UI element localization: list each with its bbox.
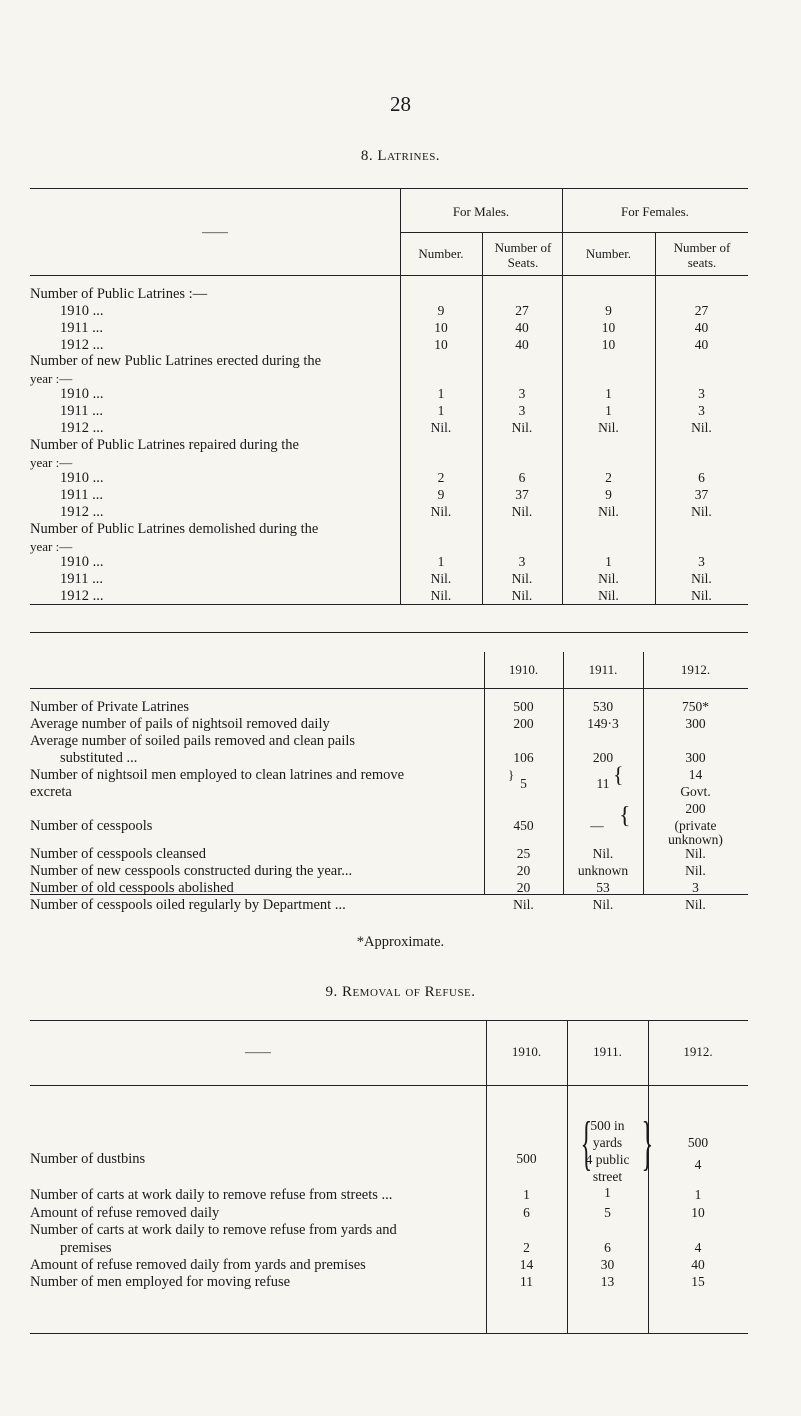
cell: Nil. xyxy=(511,588,533,603)
cell: Nil. xyxy=(691,571,712,586)
year-header: 1912. xyxy=(683,1044,713,1059)
row-year: 1910 ... xyxy=(60,386,104,402)
cell: Nil. xyxy=(592,897,614,912)
row-label-cont: premises xyxy=(60,1240,112,1256)
footnote: *Approximate. xyxy=(356,934,445,950)
row-label: Number of cesspools xyxy=(30,818,153,834)
group-heading-cont: year :— xyxy=(30,539,73,554)
row-label: Average number of soiled pails removed and clean pails xyxy=(30,733,356,749)
cell: 1 xyxy=(437,403,445,418)
row-year: 1910 ... xyxy=(60,554,104,570)
cell: 3 xyxy=(698,554,705,569)
cell: (private xyxy=(674,818,717,833)
cell: 149·3 xyxy=(587,716,619,731)
refuse-title: 9. Removal of Refuse. xyxy=(325,984,476,1000)
cell: 10 xyxy=(691,1205,705,1220)
cell: Nil. xyxy=(685,863,706,878)
cell: unknown xyxy=(577,863,629,878)
rule xyxy=(30,275,748,276)
row-label-cont: substituted ... xyxy=(60,750,138,766)
row-year: 1912 ... xyxy=(60,504,104,520)
cell: 500 xyxy=(513,699,534,714)
cell: 1 xyxy=(694,1187,702,1202)
row-year: 1911 ... xyxy=(60,403,103,419)
cell: Nil. xyxy=(598,420,619,435)
cell: 300 xyxy=(685,750,706,765)
cell: 1 xyxy=(604,1185,611,1200)
cell: 750* xyxy=(682,699,709,714)
cell: Nil. xyxy=(598,504,619,519)
cell: 27 xyxy=(515,303,529,318)
cell: 4 xyxy=(694,1157,702,1172)
stub-dash: —— xyxy=(245,1044,271,1059)
rule xyxy=(400,232,748,233)
cell: 40 xyxy=(691,1257,705,1272)
cell: street xyxy=(592,1169,623,1184)
cell: 200 xyxy=(513,716,534,731)
row-year: 1912 ... xyxy=(60,588,104,604)
cell: 10 xyxy=(434,320,448,335)
cell: 27 xyxy=(694,303,709,318)
row-year: 1910 ... xyxy=(60,303,104,319)
cell: 4 public xyxy=(585,1152,630,1167)
cell: 3 xyxy=(518,554,526,569)
group-heading-cont: year :— xyxy=(30,455,73,470)
cell: unknown) xyxy=(668,832,723,847)
cell: 2 xyxy=(605,470,612,485)
cell: Nil. xyxy=(691,588,712,603)
cell: Nil. xyxy=(598,588,619,603)
page-number: 28 xyxy=(390,92,411,116)
cell: 5 xyxy=(520,776,527,791)
rule xyxy=(30,1333,748,1334)
row-label: Number of Private Latrines xyxy=(30,699,190,715)
cell: 10 xyxy=(601,337,616,352)
cell: 13 xyxy=(600,1274,615,1289)
cell: 2 xyxy=(523,1240,530,1255)
cell: Nil. xyxy=(511,571,533,586)
cell: 450 xyxy=(513,818,534,833)
cell: 9 xyxy=(437,303,445,318)
cell: 200 xyxy=(685,801,706,816)
col-header: Number. xyxy=(418,246,464,261)
cell: 30 xyxy=(600,1257,615,1272)
cell: 200 xyxy=(592,750,614,765)
cell: 40 xyxy=(515,320,529,335)
brace-glyph: } xyxy=(641,1110,654,1176)
cell: yards xyxy=(592,1135,623,1150)
col-header: Number of seats. xyxy=(673,240,731,270)
group-heading: Number of Public Latrines demolished during the xyxy=(30,521,319,537)
row-year: 1912 ... xyxy=(60,420,104,436)
cell: 1 xyxy=(437,386,445,401)
cell: 14 xyxy=(519,1257,534,1272)
row-label: Amount of refuse removed daily from yards and premises xyxy=(30,1257,366,1273)
brace-glyph: { xyxy=(580,1110,593,1176)
cell: 9 xyxy=(437,487,445,502)
group-header-females: For Females. xyxy=(621,204,689,219)
cell: Nil. xyxy=(430,571,452,586)
row-label: Number of nightsoil men employed to clean latrines and remove xyxy=(30,767,405,783)
cell: 1 xyxy=(437,554,445,569)
row-label: Number of new cesspools constructed during the year... xyxy=(30,863,353,879)
row-label: Number of men employed for moving refuse xyxy=(30,1274,291,1290)
row-label: Number of old cesspools abolished xyxy=(30,880,234,896)
cell: 500 xyxy=(516,1151,537,1166)
cell: 4 xyxy=(694,1240,702,1255)
cell: 2 xyxy=(437,470,445,485)
cell: 3 xyxy=(698,386,705,401)
cell: 500 in xyxy=(590,1118,625,1133)
cell: Nil. xyxy=(513,897,534,912)
cell: 6 xyxy=(518,470,526,485)
cell: — xyxy=(590,818,604,833)
col-header: Number of Seats. xyxy=(494,240,552,270)
cell: 5 xyxy=(604,1205,611,1220)
cell: 37 xyxy=(515,487,529,502)
cell: 3 xyxy=(518,403,526,418)
cell: 40 xyxy=(694,337,709,352)
cell: 9 xyxy=(605,487,612,502)
group-heading-cont: year :— xyxy=(30,371,73,386)
cell: Nil. xyxy=(430,504,452,519)
cell: 9 xyxy=(605,303,612,318)
row-label: Number of carts at work daily to remove refuse from streets ... xyxy=(30,1187,393,1203)
rule xyxy=(30,188,748,189)
row-year: 1911 ... xyxy=(60,571,103,587)
row-year: 1911 ... xyxy=(60,487,103,503)
cell: Nil. xyxy=(592,846,614,861)
cell: Nil. xyxy=(685,897,706,912)
rule xyxy=(30,604,748,605)
cell: Nil. xyxy=(691,504,712,519)
cell: 15 xyxy=(691,1274,705,1289)
cell: 11 xyxy=(520,1274,533,1289)
cell: Nil. xyxy=(685,846,706,861)
year-header: 1912. xyxy=(680,662,711,677)
row-label: Number of dustbins xyxy=(30,1151,146,1167)
row-label: Average number of pails of nightsoil removed daily xyxy=(30,716,330,732)
cell: 300 xyxy=(685,716,706,731)
rule xyxy=(30,688,748,689)
rule xyxy=(30,1020,748,1021)
cell: Nil. xyxy=(691,420,712,435)
cell: 106 xyxy=(513,750,534,765)
cell: 53 xyxy=(596,880,610,895)
latrines-title: 8. Latrines. xyxy=(360,148,441,164)
cell: 530 xyxy=(592,699,614,714)
cell: 25 xyxy=(516,846,531,861)
cell: 1 xyxy=(605,554,612,569)
cell: 500 xyxy=(687,1135,709,1150)
cell: 1 xyxy=(605,403,612,418)
group-heading: Number of new Public Latrines erected during the xyxy=(30,353,322,369)
group-heading: Number of Public Latrines :— xyxy=(30,286,208,302)
cell: 20 xyxy=(516,863,531,878)
row-label: Number of cesspools oiled regularly by Department ... xyxy=(30,897,346,913)
cell: 3 xyxy=(692,880,699,895)
brace-glyph: { xyxy=(619,803,631,829)
cell: 6 xyxy=(604,1240,611,1255)
col-header: Number. xyxy=(585,246,632,261)
cell: 3 xyxy=(518,386,526,401)
year-header: 1911. xyxy=(588,662,618,677)
cell: Nil. xyxy=(430,588,452,603)
year-header: 1911. xyxy=(593,1044,622,1059)
cell: Nil. xyxy=(511,504,533,519)
cell: 40 xyxy=(515,337,529,352)
cell: 6 xyxy=(523,1205,530,1220)
cell: Nil. xyxy=(511,420,533,435)
row-label: Number of carts at work daily to remove refuse from yards and xyxy=(30,1222,397,1238)
row-label: Number of cesspools cleansed xyxy=(30,846,206,862)
cell: 6 xyxy=(698,470,705,485)
row-year: 1912 ... xyxy=(60,337,104,353)
group-heading: Number of Public Latrines repaired during the xyxy=(30,437,299,453)
rule xyxy=(30,632,748,633)
brace-glyph: } xyxy=(508,767,515,782)
cell: 3 xyxy=(698,403,705,418)
row-label-cont: excreta xyxy=(30,784,72,800)
stub-dash: —— xyxy=(202,224,228,239)
cell: 37 xyxy=(694,487,709,502)
cell: 1 xyxy=(523,1187,530,1202)
cell: 10 xyxy=(601,320,616,335)
cell: 40 xyxy=(694,320,709,335)
rule xyxy=(30,1085,748,1086)
row-year: 1911 ... xyxy=(60,320,103,336)
group-header-males: For Males. xyxy=(452,204,510,219)
year-header: 1910. xyxy=(511,1044,542,1059)
brace-glyph: { xyxy=(613,762,624,787)
cell: 20 xyxy=(516,880,531,895)
cell: 1 xyxy=(605,386,612,401)
row-year: 1910 ... xyxy=(60,470,104,486)
year-header: 1910. xyxy=(508,662,539,677)
cell: 11 xyxy=(596,776,610,791)
cell: Nil. xyxy=(598,571,619,586)
cell: Nil. xyxy=(430,420,452,435)
row-label: Amount of refuse removed daily xyxy=(30,1205,220,1221)
cell: Govt. xyxy=(680,784,711,799)
cell: 10 xyxy=(434,337,448,352)
cell: 14 xyxy=(688,767,703,782)
